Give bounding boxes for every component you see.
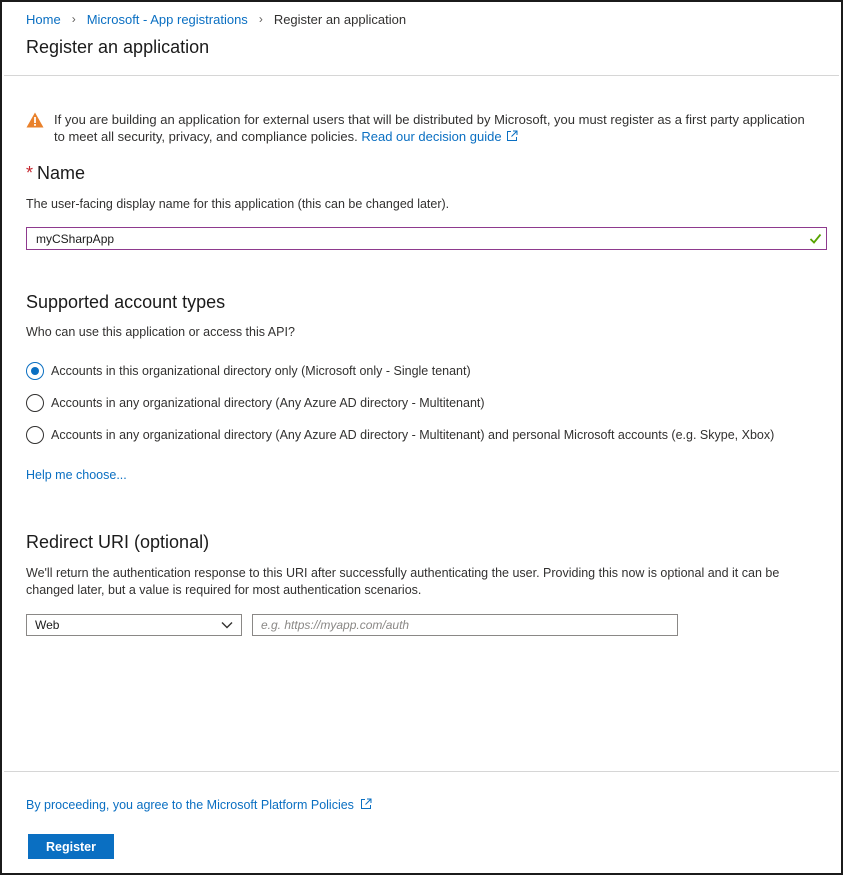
radio-multitenant[interactable] bbox=[26, 394, 485, 412]
register-button[interactable]: Register bbox=[28, 834, 114, 859]
radio-multitenant-label: Accounts in any organizational directory (Any Azure AD directory - Multitenant) bbox=[51, 396, 485, 410]
breadcrumb-app-registrations-link[interactable]: Microsoft - App registrations bbox=[86, 11, 248, 27]
account-types-heading: Supported account types bbox=[26, 292, 226, 312]
breadcrumb-current: Register an application bbox=[273, 11, 407, 27]
warning-icon bbox=[26, 112, 44, 128]
account-types-question: Who can use this application or access this API? bbox=[26, 325, 295, 339]
name-description: The user-facing display name for this application (this can be changed later). bbox=[26, 197, 450, 211]
name-heading-label: Name bbox=[37, 163, 86, 183]
chevron-right-icon: › bbox=[258, 12, 263, 26]
header-divider bbox=[4, 75, 839, 76]
platform-policies-link[interactable] bbox=[26, 798, 372, 812]
name-heading bbox=[26, 163, 85, 184]
warning-text-block bbox=[26, 111, 816, 145]
redirect-uri-input[interactable] bbox=[252, 614, 678, 636]
external-link-icon bbox=[506, 130, 518, 142]
warning-text: If you are building an application for external users that will be distributed by Microsoft, you must register as a first party application to meet all security, privacy, and compliance policies. bbox=[54, 112, 805, 144]
required-asterisk: * bbox=[26, 163, 34, 183]
radio-multitenant-personal[interactable] bbox=[26, 426, 774, 444]
help-me-choose-link[interactable]: Help me choose... bbox=[26, 468, 127, 482]
radio-button[interactable] bbox=[26, 426, 44, 444]
decision-guide-link[interactable] bbox=[361, 129, 517, 144]
platform-select-value: Web bbox=[35, 618, 60, 632]
platform-policies-label: By proceeding, you agree to the Microsoft Platform Policies bbox=[26, 798, 354, 812]
redirect-uri-heading: Redirect URI (optional) bbox=[26, 532, 210, 552]
breadcrumb-home-link[interactable]: Home bbox=[26, 11, 61, 27]
chevron-right-icon: › bbox=[71, 12, 76, 26]
breadcrumb bbox=[26, 10, 406, 28]
warning-banner bbox=[26, 111, 816, 145]
page-title: Register an application bbox=[26, 37, 210, 57]
chevron-down-icon bbox=[221, 621, 233, 629]
app-name-value: myCSharpApp bbox=[36, 231, 115, 246]
app-name-input[interactable] bbox=[26, 227, 827, 250]
checkmark-icon bbox=[809, 232, 822, 245]
redirect-uri-description: We'll return the authentication response to this URI after successfully authenticating the user. Providing this now is optional and it can be changed later, but a value is required for most authentication scenarios. bbox=[26, 566, 780, 597]
radio-button-selected[interactable] bbox=[26, 362, 44, 380]
radio-single-tenant-label: Accounts in this organizational directory only (Microsoft only - Single tenant) bbox=[51, 364, 471, 378]
decision-guide-link-label: Read our decision guide bbox=[361, 129, 502, 144]
external-link-icon bbox=[360, 798, 372, 810]
platform-select[interactable] bbox=[26, 614, 242, 636]
radio-single-tenant[interactable] bbox=[26, 362, 471, 380]
radio-button[interactable] bbox=[26, 394, 44, 412]
footer-divider bbox=[4, 771, 839, 772]
radio-multitenant-personal-label: Accounts in any organizational directory (Any Azure AD directory - Multitenant) and personal Microsoft accounts (e.g. Skype, Xbox) bbox=[51, 428, 775, 442]
